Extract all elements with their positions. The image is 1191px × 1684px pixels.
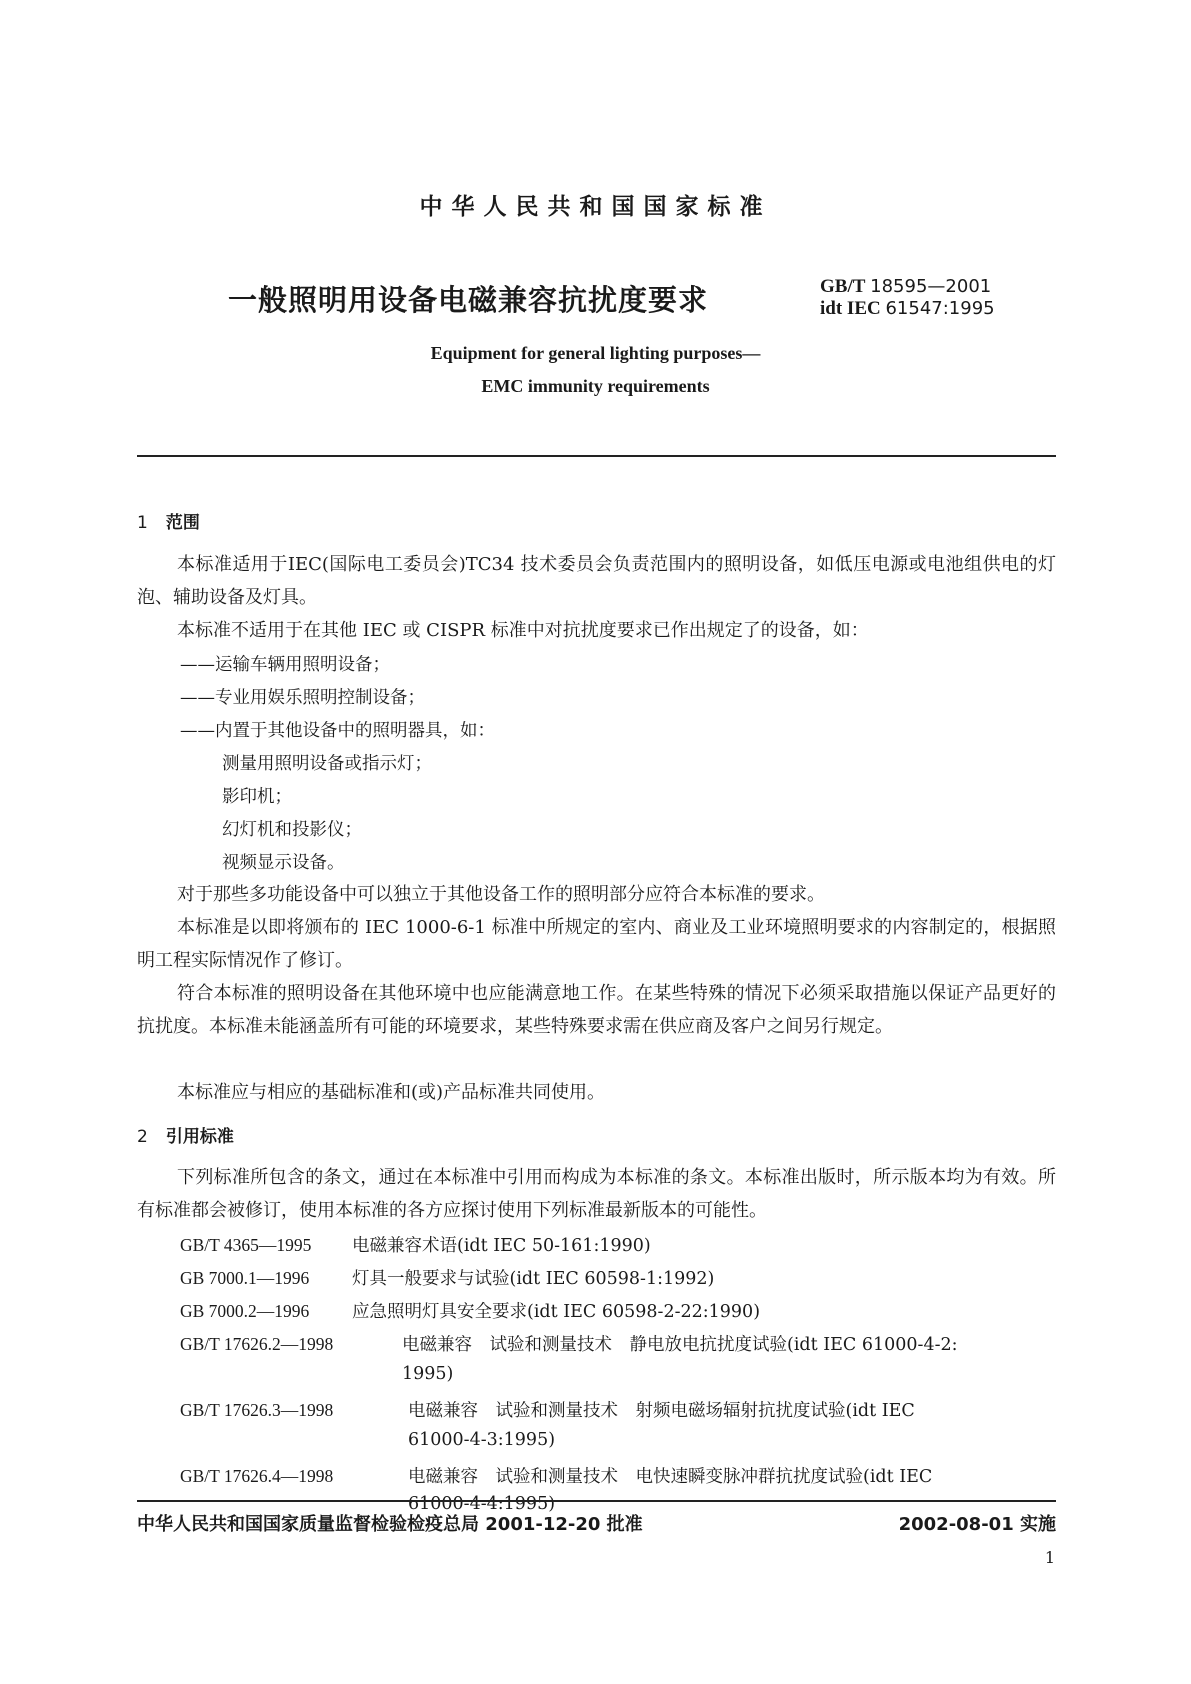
section-1-paragraph-6: 本标准应与相应的基础标准和(或)产品标准共同使用。: [177, 1082, 606, 1103]
std-code-prefix: GB/T: [820, 276, 866, 297]
reference-continuation: 61000-4-3:1995): [408, 1430, 556, 1450]
reference-continuation: 1995): [402, 1364, 454, 1384]
reference-title: 灯具一般要求与试验(idt IEC 60598-1:1992): [352, 1269, 715, 1289]
reference-code: GB/T 4365—1995: [180, 1235, 312, 1255]
section-1-paragraph-2: 本标准不适用于在其他 IEC 或 CISPR 标准中对抗扰度要求已作出规定了的设备，如：: [177, 620, 869, 641]
reference-code: GB 7000.2—1996: [180, 1301, 310, 1321]
list-subitem: 幻灯机和投影仪；: [222, 820, 362, 840]
standard-number-block: [820, 276, 995, 320]
reference-continuation: 61000-4-4:1995): [408, 1494, 556, 1514]
reference-entry: [180, 1397, 915, 1422]
standard-title-en-line1: Equipment for general lighting purposes—: [430, 343, 761, 363]
section-1-paragraph-3: 对于那些多功能设备中可以独立于其他设备工作的照明部分应符合本标准的要求。: [177, 884, 825, 905]
section-2-number: 2: [137, 1127, 148, 1147]
std-idt-prefix: idt IEC: [820, 298, 881, 319]
std-idt-number: 61547:1995: [885, 298, 995, 319]
section-2-heading: [137, 1122, 234, 1147]
reference-code: GB/T 17626.4—1998: [180, 1466, 334, 1486]
reference-code: GB 7000.1—1996: [180, 1268, 310, 1288]
section-1-paragraph-4: 本标准是以即将颁布的 IEC 1000-6-1 标准中所规定的室内、商业及工业环境照明要求的内容制定的，根据照明工程实际情况作了修订。: [137, 917, 1056, 971]
list-subitem: 测量用照明设备或指示灯；: [222, 754, 432, 774]
header-divider: [137, 455, 1056, 457]
reference-entry: [180, 1331, 958, 1356]
section-2-title: 引用标准: [165, 1127, 234, 1147]
list-item: ——专业用娱乐照明控制设备；: [180, 688, 425, 708]
reference-title: 电磁兼容 试验和测量技术 电快速瞬变脉冲群抗扰度试验(idt IEC: [408, 1467, 933, 1487]
reference-title: 电磁兼容 试验和测量技术 静电放电抗扰度试验(idt IEC 61000-4-2:: [402, 1335, 958, 1355]
list-subitem: 视频显示设备。: [222, 853, 345, 873]
section-1-number: 1: [137, 513, 148, 533]
reference-title: 电磁兼容术语(idt IEC 50-161:1990): [352, 1236, 651, 1256]
section-1-paragraph-1: 本标准适用于IEC(国际电工委员会)TC34 技术委员会负责范围内的照明设备，如低压电源或电池组供电的灯泡、辅助设备及灯具。: [137, 554, 1056, 608]
list-subitem: 影印机；: [222, 787, 292, 807]
section-1-paragraph-5: 符合本标准的照明设备在其他环境中也应能满意地工作。在某些特殊的情况下必须采取措施以保证产品更好的抗扰度。本标准未能涵盖所有可能的环境要求，某些特殊要求需在供应商及客户之间另行规定。: [137, 983, 1056, 1037]
std-code-number: 18595—2001: [870, 276, 992, 297]
list-item: ——运输车辆用照明设备；: [180, 655, 390, 675]
reference-title: 应急照明灯具安全要求(idt IEC 60598-2-22:1990): [352, 1302, 761, 1322]
approval-statement: 中华人民共和国国家质量监督检验检疫总局 2001-12-20 批准: [137, 1514, 643, 1535]
list-item: ——内置于其他设备中的照明器具，如：: [180, 721, 495, 741]
standard-title-en-line2: EMC immunity requirements: [481, 376, 710, 396]
reference-entry: [180, 1463, 932, 1488]
page-number: 1: [1044, 1548, 1055, 1567]
section-1-heading: [137, 508, 200, 533]
section-1-title: 范围: [165, 513, 200, 533]
reference-entry: [180, 1232, 651, 1257]
reference-entry: [180, 1298, 760, 1323]
effective-date: 2002-08-01 实施: [898, 1514, 1056, 1535]
reference-title: 电磁兼容 试验和测量技术 射频电磁场辐射抗扰度试验(idt IEC: [408, 1401, 915, 1421]
section-2-paragraph-1: 下列标准所包含的条文，通过在本标准中引用而构成为本标准的条文。本标准出版时，所示版本均为有效。所有标准都会被修订，使用本标准的各方应探讨使用下列标准最新版本的可能性。: [137, 1167, 1056, 1221]
reference-entry: [180, 1265, 714, 1290]
reference-code: GB/T 17626.2—1998: [180, 1334, 334, 1354]
footer-divider: [137, 1500, 1056, 1502]
standard-title-cn: 一般照明用设备电磁兼容抗扰度要求: [228, 283, 709, 317]
national-standard-heading: 中华人民共和国国家标准: [419, 194, 772, 220]
reference-code: GB/T 17626.3—1998: [180, 1400, 334, 1420]
